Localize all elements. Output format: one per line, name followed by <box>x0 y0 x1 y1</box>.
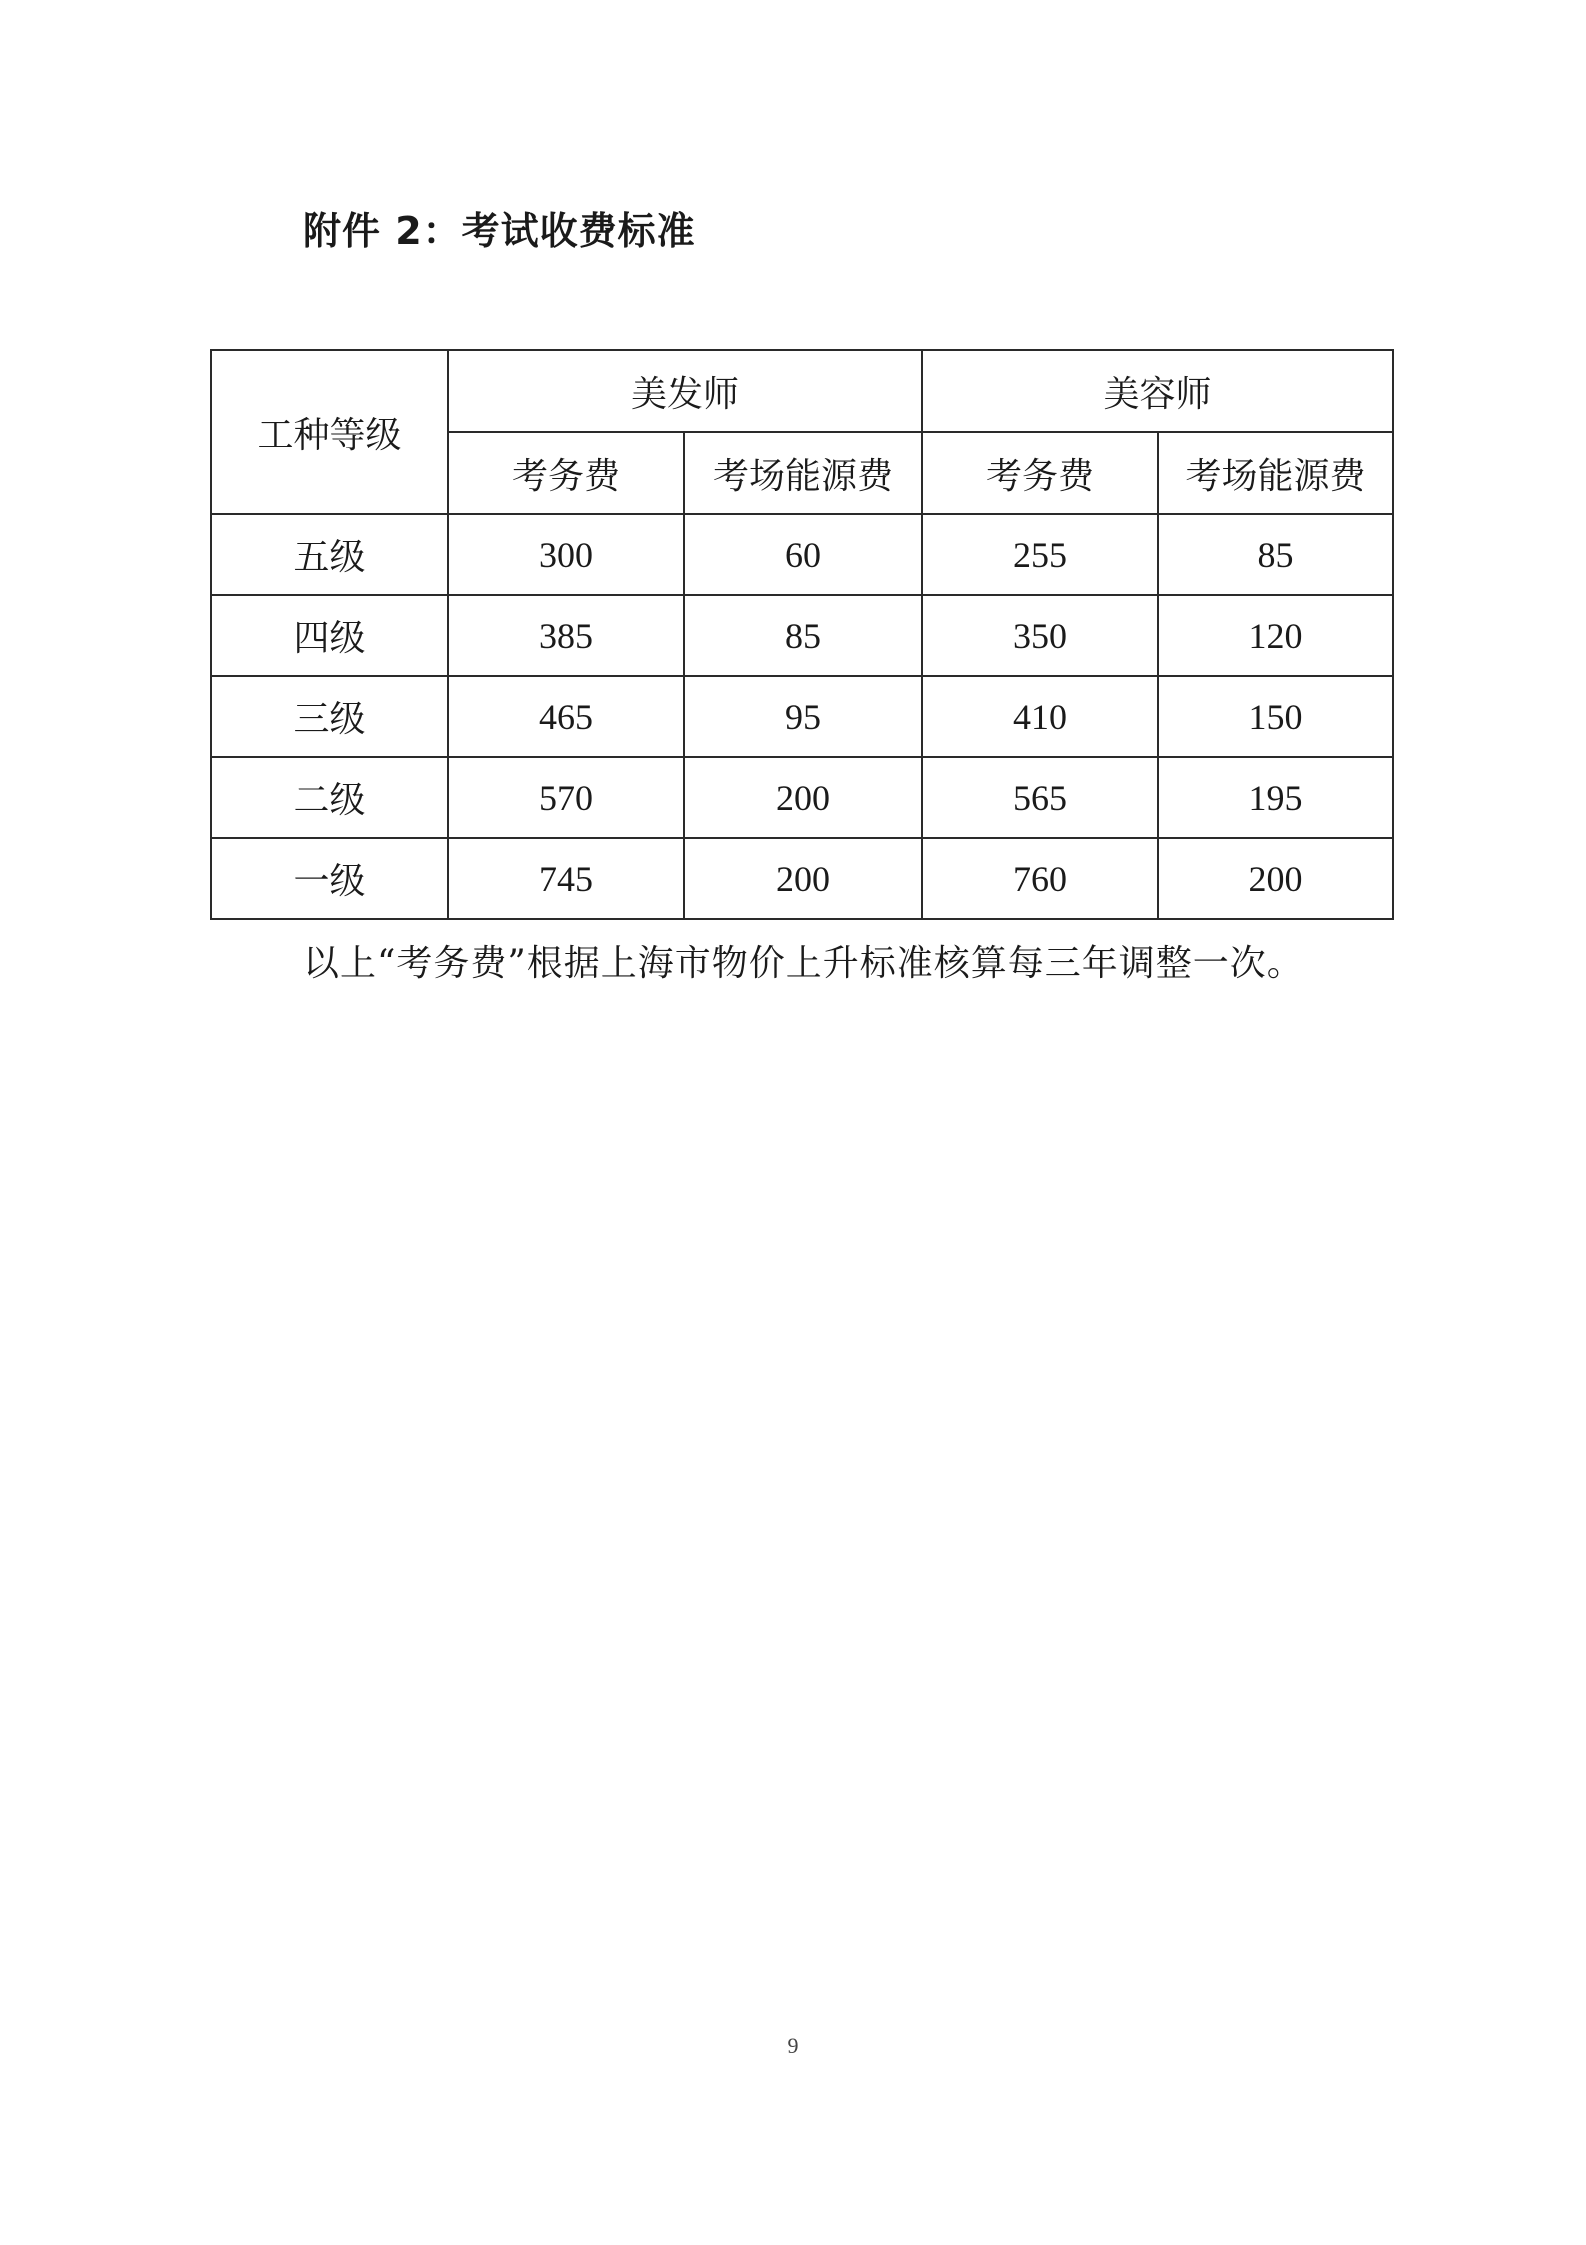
fee-table <box>210 349 1394 920</box>
value-cell: 150 <box>1158 676 1393 757</box>
value-cell: 760 <box>922 838 1158 919</box>
table-header-row <box>211 350 1393 432</box>
table-row <box>211 757 1393 838</box>
value-cell: 350 <box>922 595 1158 676</box>
value-cell: 200 <box>684 757 922 838</box>
level-cell: 二级 <box>211 757 448 838</box>
level-cell: 一级 <box>211 838 448 919</box>
table-row <box>211 595 1393 676</box>
subheader-cell: 考场能源费 <box>684 432 922 514</box>
value-cell: 60 <box>684 514 922 595</box>
table-row <box>211 838 1393 919</box>
value-cell: 410 <box>922 676 1158 757</box>
table-row <box>211 676 1393 757</box>
value-cell: 200 <box>1158 838 1393 919</box>
subheader-cell: 考场能源费 <box>1158 432 1393 514</box>
value-cell: 120 <box>1158 595 1393 676</box>
footnote: 以上“考务费”根据上海市物价上升标准核算每三年调整一次。 <box>303 943 1304 984</box>
page-number: 9 <box>787 2033 799 2058</box>
level-cell: 四级 <box>211 595 448 676</box>
value-cell: 255 <box>922 514 1158 595</box>
value-cell: 95 <box>684 676 922 757</box>
level-cell: 五级 <box>211 514 448 595</box>
subheader-cell: 考务费 <box>922 432 1158 514</box>
group-header-hairdresser: 美发师 <box>448 350 922 432</box>
value-cell: 195 <box>1158 757 1393 838</box>
value-cell: 85 <box>684 595 922 676</box>
value-cell: 85 <box>1158 514 1393 595</box>
group-header-beautician: 美容师 <box>922 350 1393 432</box>
page-title: 附件 2：考试收费标准 <box>303 209 696 253</box>
table-row <box>211 514 1393 595</box>
value-cell: 385 <box>448 595 684 676</box>
subheader-cell: 考务费 <box>448 432 684 514</box>
value-cell: 465 <box>448 676 684 757</box>
value-cell: 300 <box>448 514 684 595</box>
value-cell: 200 <box>684 838 922 919</box>
value-cell: 745 <box>448 838 684 919</box>
corner-header: 工种等级 <box>211 350 448 514</box>
value-cell: 570 <box>448 757 684 838</box>
level-cell: 三级 <box>211 676 448 757</box>
value-cell: 565 <box>922 757 1158 838</box>
